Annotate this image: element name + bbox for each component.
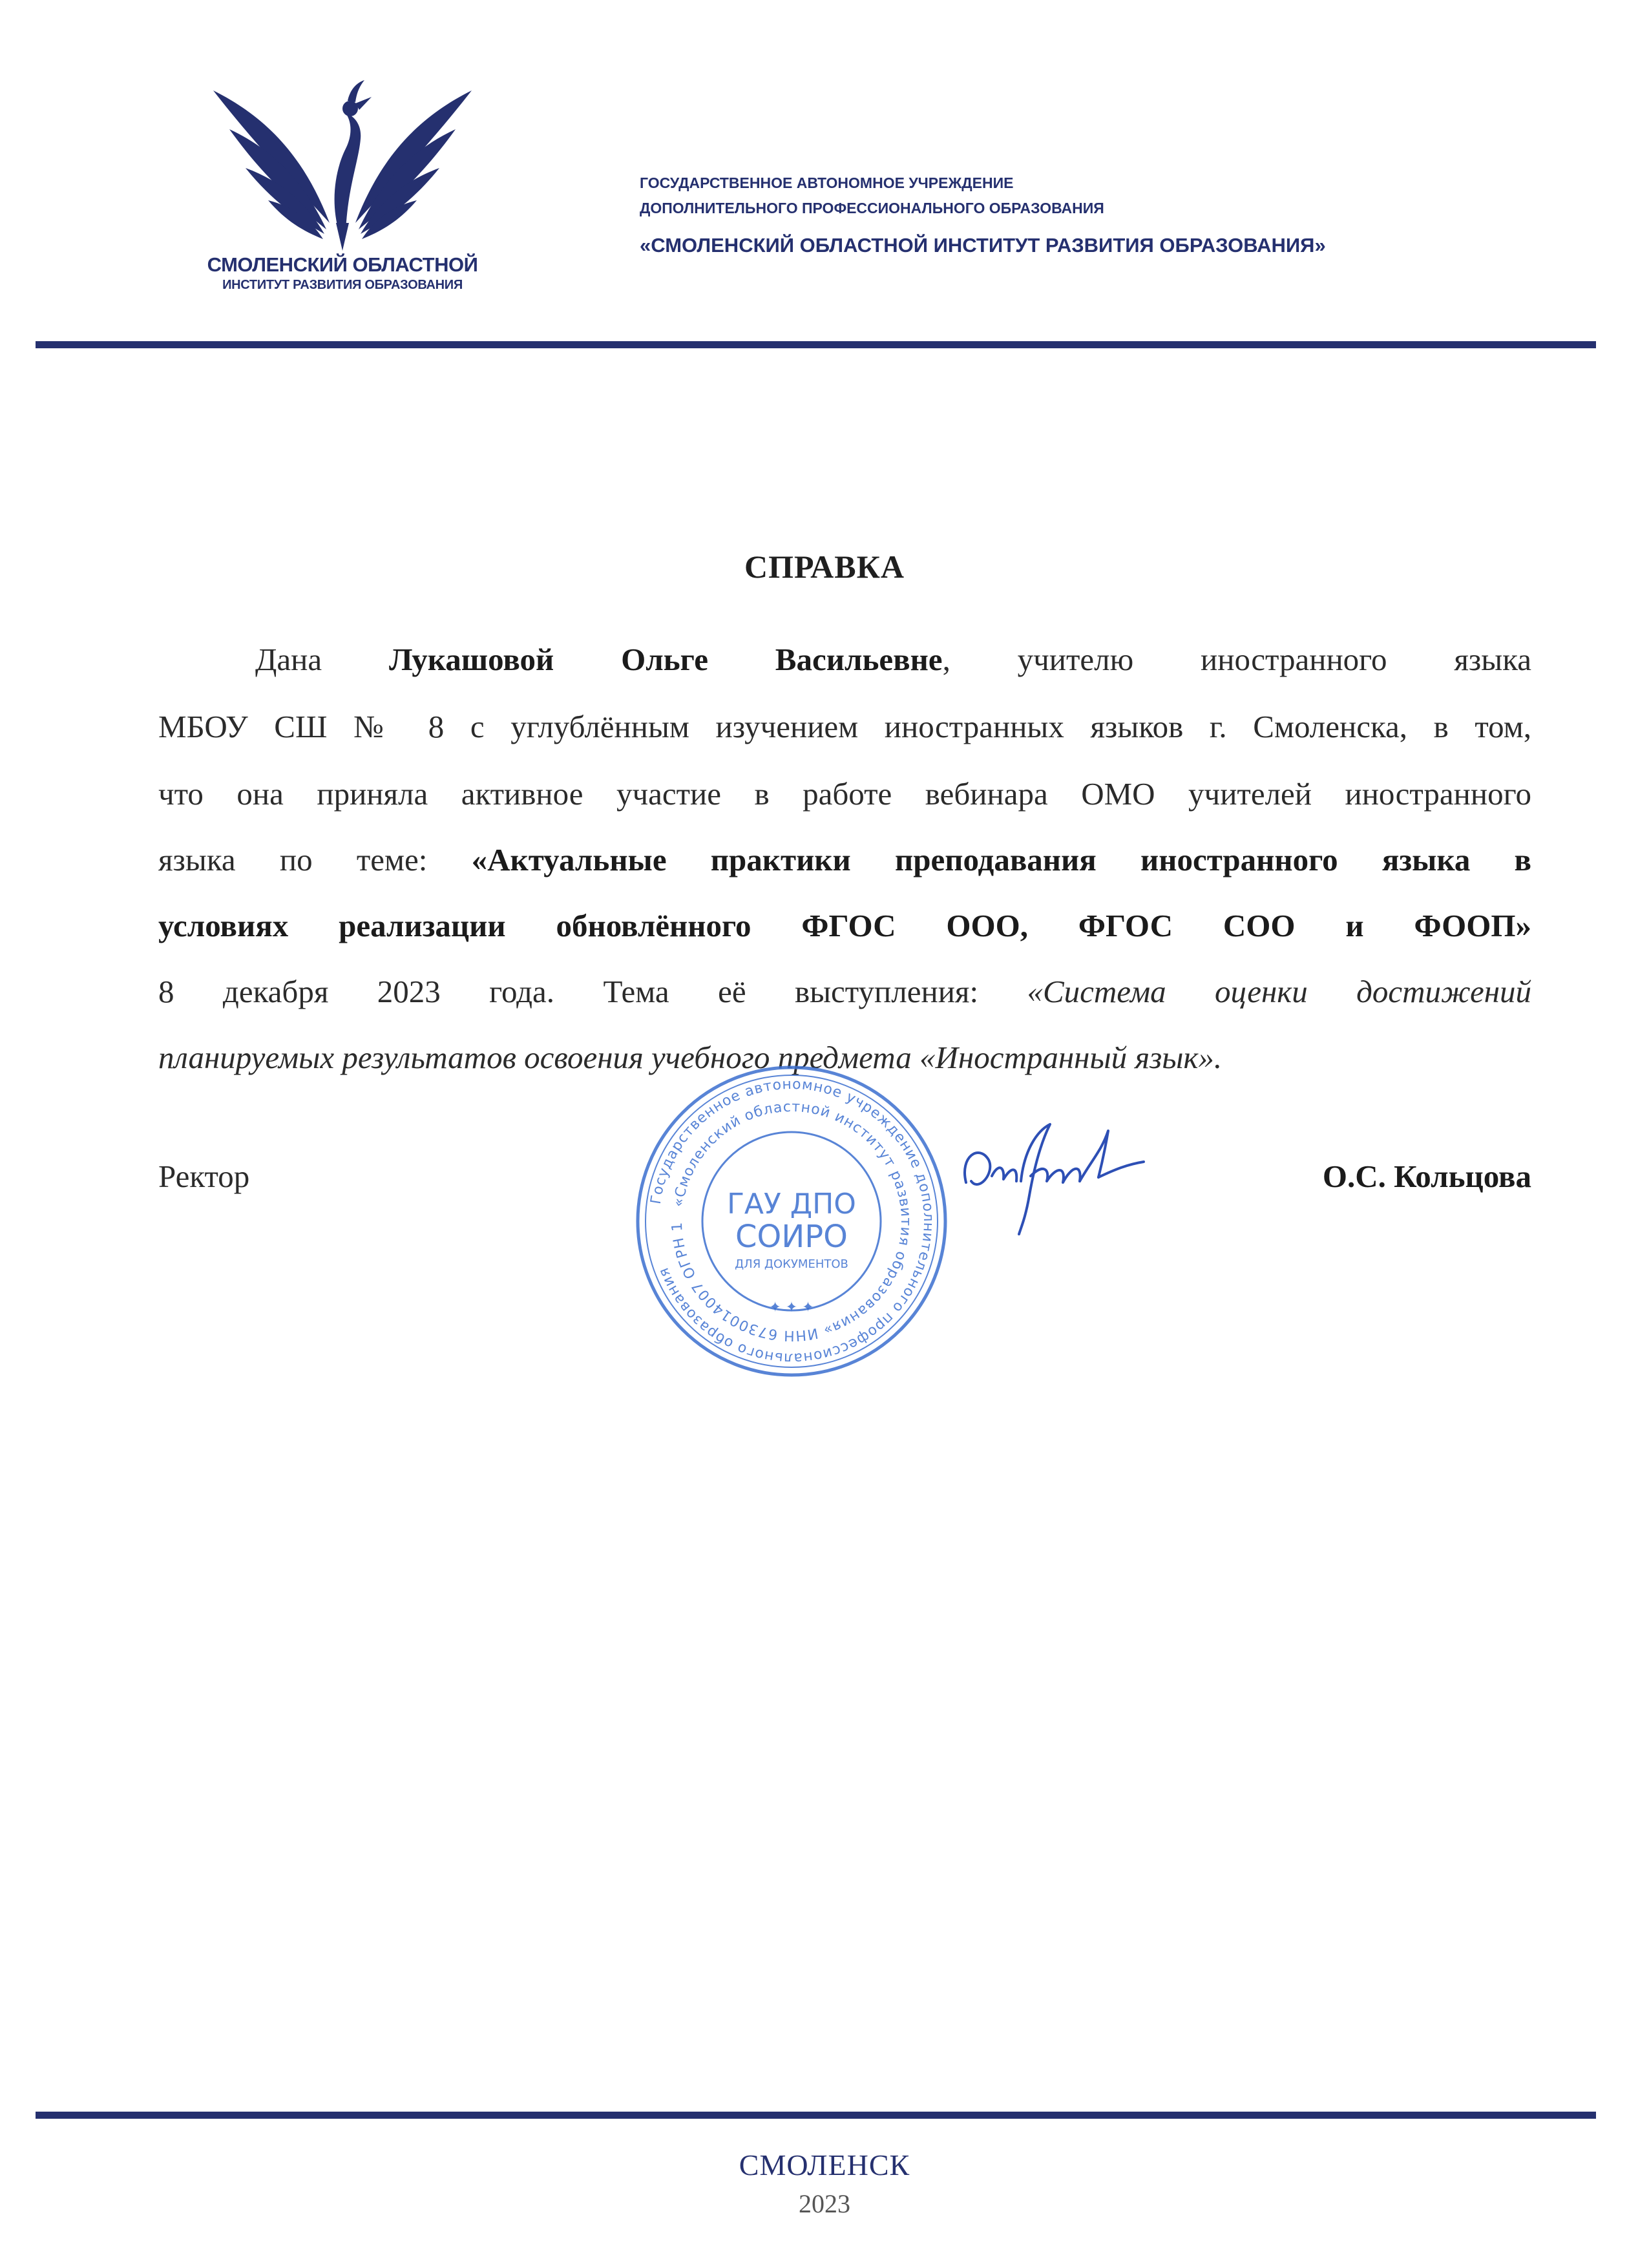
webinar-topic-start: «Актуальные практики преподавания иностранного языка в — [471, 842, 1532, 877]
org-name-line1: ГОСУДАРСТВЕННОЕ АВТОНОМНОЕ УЧРЕЖДЕНИЕ — [640, 174, 1014, 191]
webinar-topic-end: условиях реализации обновлённого ФГОС ООО, ФГОС СОО и ФООП» — [158, 908, 1531, 943]
svg-text:ДЛЯ ДОКУМЕНТОВ: ДЛЯ ДОКУМЕНТОВ — [735, 1257, 848, 1271]
body-line-5 — [158, 906, 1531, 946]
round-seal-icon — [630, 1060, 953, 1383]
body-line-2: МБОУ СШ № 8 с углублённым изучением иностранных языков г. Смоленска, в том, — [158, 709, 1531, 744]
signature-scribble-icon — [953, 1105, 1147, 1247]
logo-caption-line2: ИНСТИТУТ РАЗВИТИЯ ОБРАЗОВАНИЯ — [222, 278, 463, 292]
talk-topic-start: «Система оценки достижений — [1027, 974, 1532, 1009]
institute-logo — [194, 78, 491, 297]
footer-divider — [36, 2112, 1596, 2119]
svg-text:Государственное автономное учр: Государственное автономное учреждение дополнительного профессионального образования — [647, 1076, 937, 1367]
org-name-line3: «СМОЛЕНСКИЙ ОБЛАСТНОЙ ИНСТИТУТ РАЗВИТИЯ ОБРАЗОВАНИЯ» — [640, 234, 1326, 257]
footer-year: 2023 — [799, 2189, 850, 2218]
logo-caption-line1: СМОЛЕНСКИЙ ОБЛАСТНОЙ — [207, 253, 478, 276]
body-line-4: языка по теме: «Актуальные практики преподавания иностранного языка в — [158, 842, 1532, 877]
handwritten-signature — [953, 1105, 1147, 1247]
svg-text:✦ ✦ ✦: ✦ ✦ ✦ — [769, 1299, 814, 1316]
header-divider — [36, 341, 1596, 348]
org-name-line2: ДОПОЛНИТЕЛЬНОГО ПРОФЕССИОНАЛЬНОГО ОБРАЗОВАНИЯ — [640, 200, 1104, 216]
document-title: СПРАВКА — [744, 549, 905, 585]
svg-text:ГАУ ДПО: ГАУ ДПО — [727, 1188, 856, 1221]
phoenix-book-logo-icon — [207, 78, 478, 252]
body-line-1: Дана Лукашовой Ольге Васильевне, учителю иностранного языка — [255, 642, 1532, 677]
signer-name: О.С. Кольцова — [1322, 1159, 1531, 1194]
footer-city: СМОЛЕНСК — [739, 2148, 910, 2181]
body-line-6: 8 декабря 2023 года. Тема её выступления: «Система оценки достижений — [158, 974, 1532, 1009]
official-stamp — [630, 1060, 953, 1383]
signer-role: Ректор — [158, 1159, 250, 1194]
svg-text:«Смоленский областной институт: «Смоленский областной институт развития образования» ИНН 6730014007 ОГРН 1 — [669, 1098, 914, 1344]
recipient-name: Лукашовой Ольге Васильевне — [388, 642, 943, 677]
svg-text:СОИРО: СОИРО — [735, 1219, 848, 1255]
talk-topic-end: планируемых результатов освоения учебного предмета «Иностранный язык». — [158, 1040, 1223, 1075]
body-line-3: что она приняла активное участие в работе вебинара ОМО учителей иностранного — [158, 776, 1531, 812]
